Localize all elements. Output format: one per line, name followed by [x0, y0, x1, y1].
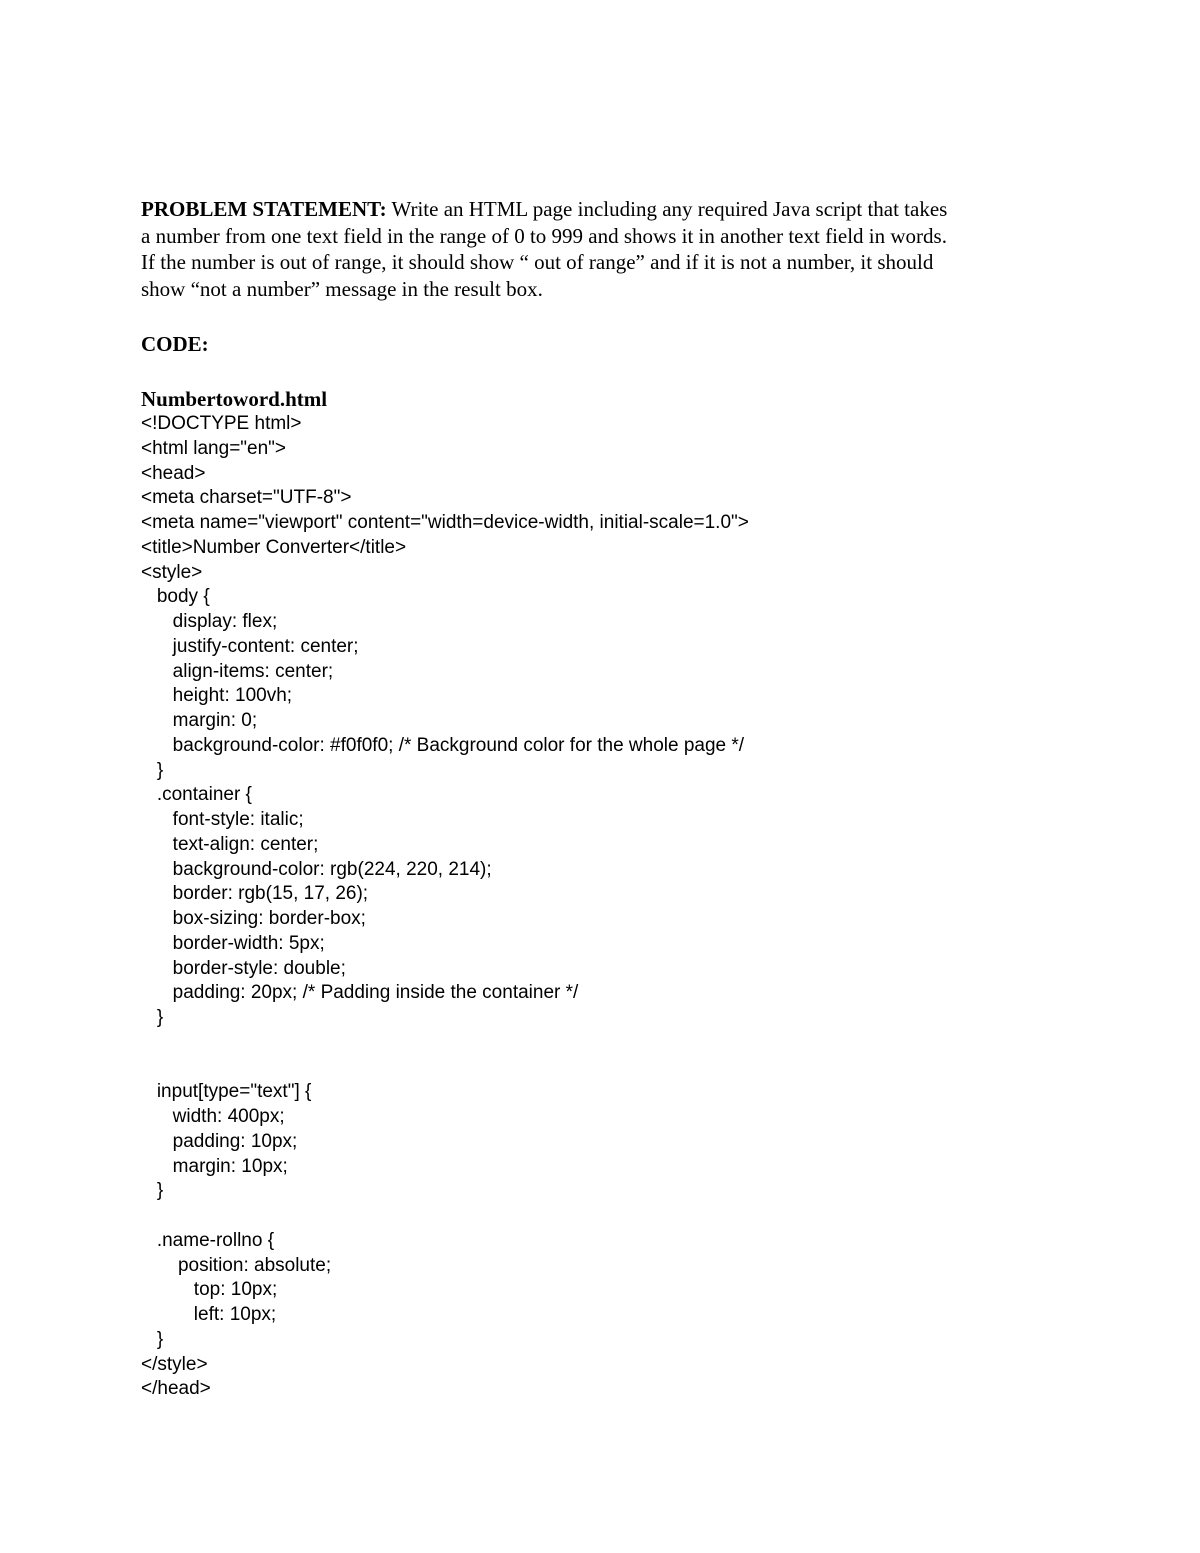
problem-line [141, 196, 1071, 223]
code-line: body { [141, 586, 210, 608]
code-line [141, 1031, 1141, 1056]
code-heading: CODE: [141, 332, 209, 356]
code-line: <meta name="viewport" content="width=device-width, initial-scale=1.0"> [141, 512, 749, 533]
problem-statement [141, 196, 1071, 302]
code-line: </style> [141, 1353, 208, 1375]
file-name-heading: Numbertoword.html [141, 387, 328, 411]
code-line: .name-rollno { [141, 1229, 275, 1251]
code-listing [141, 412, 1141, 1402]
code-line: top: 10px; [141, 1279, 278, 1301]
code-line: </head> [141, 1378, 211, 1400]
code-line: padding: 10px; [141, 1130, 298, 1152]
code-line: position: absolute; [141, 1254, 332, 1276]
code-line: input[type="text"] { [141, 1081, 312, 1103]
problem-line: a number from one text field in the range of 0 to 999 and shows it in another text field in words. [141, 223, 947, 248]
problem-label: PROBLEM STATEMENT: [141, 197, 387, 221]
problem-text: Write an HTML page including any required Java script that takes [386, 197, 948, 221]
code-line: background-color: rgb(224, 220, 214); [141, 858, 492, 880]
code-line [141, 1056, 1141, 1081]
code-line: background-color: #f0f0f0; /* Background color for the whole page */ [141, 734, 745, 756]
code-line: padding: 20px; /* Padding inside the container */ [141, 982, 579, 1004]
code-line: height: 100vh; [141, 685, 293, 707]
code-line: width: 400px; [141, 1106, 285, 1127]
code-line: } [141, 1180, 164, 1202]
code-line: } [141, 759, 164, 781]
code-line: margin: 10px; [141, 1155, 288, 1177]
code-line: justify-content: center; [141, 635, 359, 657]
code-line: align-items: center; [141, 660, 334, 682]
code-line: display: flex; [141, 611, 278, 632]
code-line: } [141, 1328, 164, 1350]
code-line: <title>Number Converter</title> [141, 536, 407, 558]
code-line: text-align: center; [141, 833, 319, 855]
code-line [141, 1204, 1141, 1229]
code-line: .container { [141, 784, 252, 806]
code-line: border-width: 5px; [141, 932, 325, 954]
code-line: <html lang="en"> [141, 437, 287, 459]
code-line: border-style: double; [141, 957, 346, 979]
code-line: <meta charset="UTF-8"> [141, 487, 352, 509]
code-line: box-sizing: border-box; [141, 908, 366, 929]
problem-line: If the number is out of range, it should show “ out of range” and if it is not a number, it should [141, 250, 934, 274]
code-line: } [141, 1007, 164, 1028]
code-line: font-style: italic; [141, 809, 304, 830]
code-line: <style> [141, 561, 203, 583]
code-line: border: rgb(15, 17, 26); [141, 883, 369, 905]
code-line: <head> [141, 462, 206, 484]
code-line: <!DOCTYPE html> [141, 413, 302, 434]
problem-line: show “not a number” message in the result box. [141, 276, 543, 301]
code-line: left: 10px; [141, 1304, 277, 1325]
code-line: margin: 0; [141, 710, 258, 731]
